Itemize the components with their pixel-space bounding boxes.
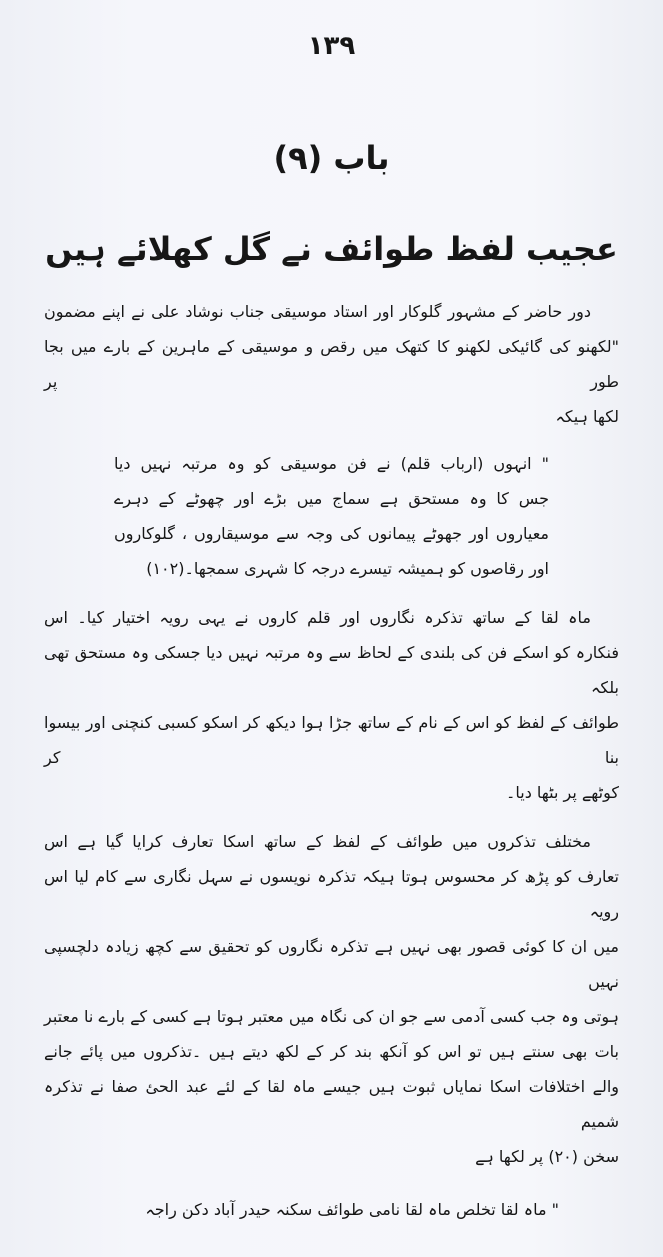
chapter-title: عجیب لفظ طوائف نے گل کھلائے ہیں <box>45 230 618 268</box>
text-line: فنکارہ کو اسکے فن کی بلندی کے لحاظ سے وہ مرتبہ نہیں دیا جسکی وہ مستحق تھی بلکہ <box>44 643 619 697</box>
quote-line: " ماہ لقا تخلص ماہ لقا نامی طوائف سکنہ حیدر آباد دکن راجہ <box>145 1200 559 1219</box>
chapter-label: باب (٩) <box>273 139 390 177</box>
text-line: مختلف تذکروں میں طوائف کے لفظ کے ساتھ اسکا تعارف کرایا گیا ہے اس <box>44 832 591 851</box>
text-line: ہوتی وہ جب کسی آدمی سے جو ان کی نگاہ میں معتبر ہوتا ہے کسی کے بارے نا معتبر <box>44 1007 619 1026</box>
text-line: لکھا ہیکہ <box>555 407 619 426</box>
block-quote <box>114 446 549 586</box>
text-line: کوٹھے پر بٹھا دیا۔ <box>506 783 619 802</box>
text-line: ماہ لقا کے ساتھ تذکرہ نگاروں اور قلم کاروں نے یہی رویہ اختیار کیا۔ اس <box>44 608 591 627</box>
quote-line: " انہوں (ارباب قلم) نے فن موسیقی کو وہ مرتبہ نہیں دیا <box>114 454 550 473</box>
page-number: ١٣٩ <box>307 31 356 61</box>
paragraph <box>44 824 619 1174</box>
text-line: والے اختلافات اسکا نمایاں ثبوت ہیں جیسے ماہ لقا کے لئے عبد الحئ صفا نے تذکرہ شمیم <box>44 1077 619 1131</box>
text-line: تعارف کو پڑھ کر محسوس ہوتا ہیکہ تذکرہ نویسوں نے سہل نگاری سے کام لیا اس رویہ <box>44 867 619 921</box>
text-line: "لکھنو کی گائیکی لکھنو کا کتھک میں رقص و موسیقی کے ماہرین کے بارے میں بجا طور پر <box>44 337 619 391</box>
paragraph <box>44 294 619 434</box>
text-line: سخن (٢٠) پر لکھا ہے <box>475 1147 619 1166</box>
text-line: میں ان کا کوئی قصور بھی نہیں ہے تذکرہ نگاروں کو تحقیق سے کچھ زیادہ دلچسپی نہیں <box>44 937 619 991</box>
text-line: دور حاضر کے مشہور گلوکار اور استاد موسیقی جناب نوشاد علی نے اپنے مضمون <box>44 302 591 321</box>
quote-line: اور رقاصوں کو ہمیشہ تیسرے درجہ کا شہری سمجھا۔(١٠٢) <box>146 559 549 578</box>
text-line: بات بھی سنتے ہیں تو اس کو آنکھ بند کر کے لکھ دیتے ہیں ۔تذکروں میں پائے جانے <box>44 1042 619 1061</box>
quote-line: معیاروں اور جھوٹے پیمانوں کی وجہ سے موسیقاروں ، گلوکاروں <box>114 524 549 543</box>
paragraph <box>44 600 619 810</box>
quote-line: جس کا وہ مستحق ہے سماج میں بڑے اور چھوٹے کے دہرے <box>114 489 549 508</box>
text-line: طوائف کے لفظ کو اس کے نام کے ساتھ جڑا ہوا دیکھ کر اسکو کسبی کنچنی اور بیسوا بنا کر <box>44 713 619 767</box>
quote-start <box>44 1192 559 1227</box>
